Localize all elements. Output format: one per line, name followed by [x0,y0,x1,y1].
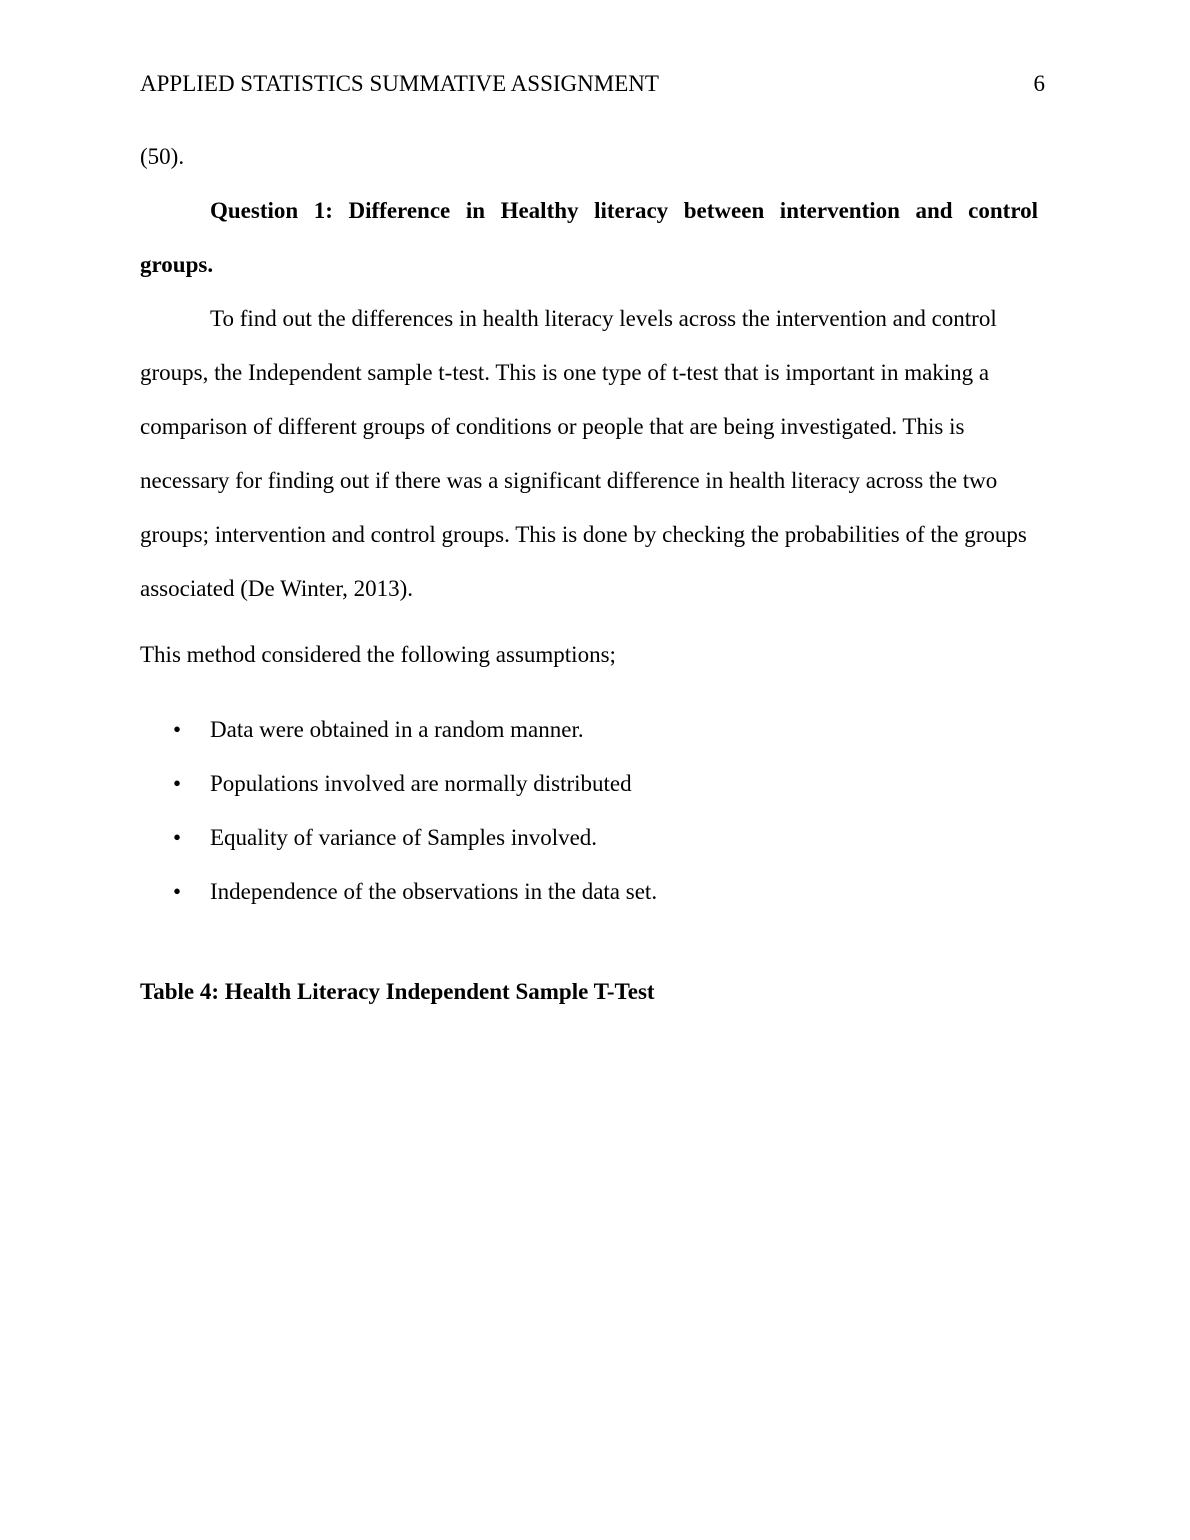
list-item-text: Equality of variance of Samples involved. [210,825,598,850]
paragraph-line: To find out the differences in health literacy levels across the intervention and control [210,306,997,331]
bullet-icon: • [173,717,182,742]
body-paragraph [140,292,1038,616]
running-header [140,70,1045,97]
opening-fragment: (50). [140,144,185,169]
running-head-title: APPLIED STATISTICS SUMMATIVE ASSIGNMENT [140,71,659,96]
table-caption: Table 4: Health Literacy Independent Sample T-Test [140,979,655,1004]
bullet-icon: • [173,771,182,796]
question-heading-line-1: Question 1: Difference in Healthy literacy between intervention and control [210,198,1038,223]
list-item [140,865,1038,919]
paragraph-line: groups, the Independent sample t-test. This is one type of t-test that is important in making a [140,360,990,385]
list-item-text: Independence of the observations in the data set. [210,879,658,904]
assumptions-list [140,703,1038,919]
assumptions-intro: This method considered the following assumptions; [140,642,616,667]
paragraph-line: necessary for finding out if there was a significant difference in health literacy across the two [140,468,998,493]
document-body [140,130,1038,1019]
list-item [140,703,1038,757]
bullet-icon: • [173,879,182,904]
paragraph-line: comparison of different groups of conditions or people that are being investigated. This is [140,414,965,439]
paragraph-line: groups; intervention and control groups. This is done by checking the probabilities of the groups [140,522,1027,547]
list-item-text: Populations involved are normally distributed [210,771,632,796]
question-heading [140,184,1038,292]
list-item [140,811,1038,865]
question-heading-line-2: groups. [140,252,214,277]
paragraph-line: associated (De Winter, 2013). [140,576,414,601]
list-item-text: Data were obtained in a random manner. [210,717,584,742]
bullet-icon: • [173,825,182,850]
list-item [140,757,1038,811]
page-number: 6 [1033,71,1045,96]
